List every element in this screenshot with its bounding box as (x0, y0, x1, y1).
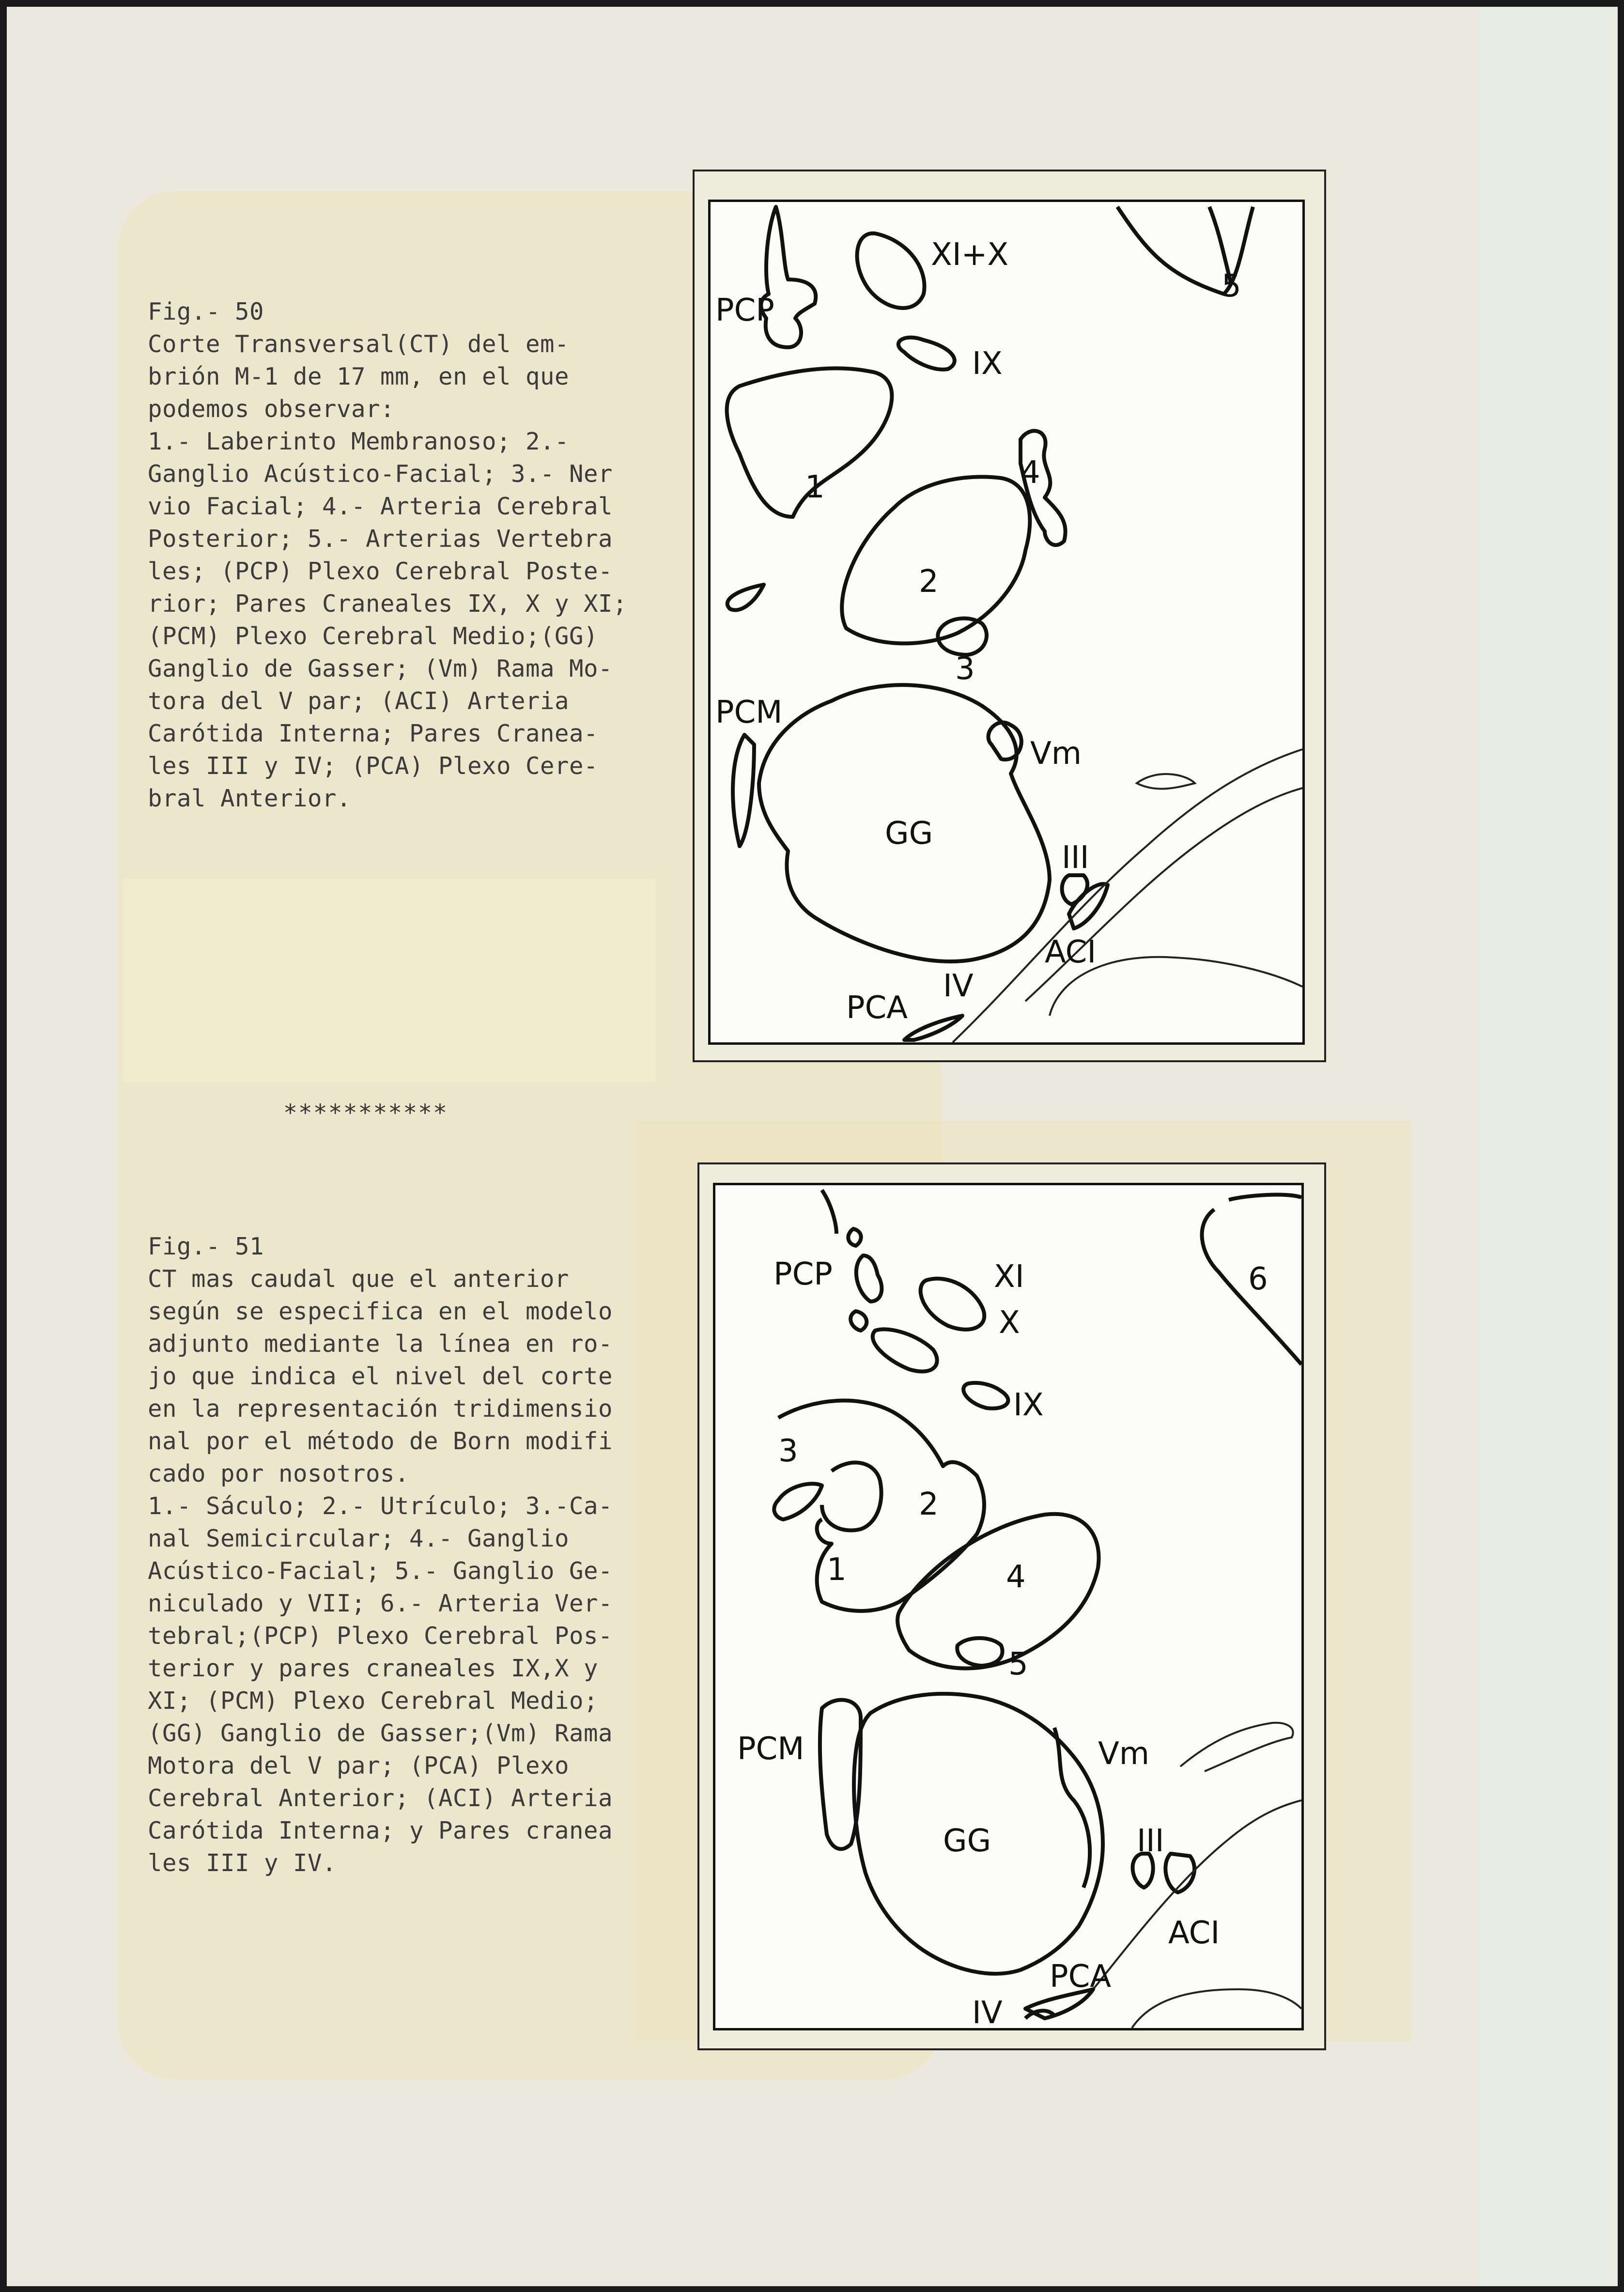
caption-line: jo que indica el nivel del corte (148, 1363, 613, 1390)
label-iii: III (1137, 1823, 1164, 1859)
caption-line: podemos observar: (148, 395, 395, 423)
label-pcp: PCP (715, 293, 774, 328)
utricle-outline (822, 1463, 882, 1531)
label-5: 5 (1222, 268, 1241, 304)
figure-51-drawing (713, 1183, 1304, 2030)
ix-nerve-outline (963, 1383, 1008, 1409)
label-pcm: PCM (715, 695, 783, 730)
caption-line: XI; (PCM) Plexo Cerebral Medio; (148, 1687, 599, 1715)
label-1: 1 (827, 1552, 847, 1588)
small-fragment-outline (727, 585, 764, 610)
caption-line: Motora del V par; (PCA) Plexo (148, 1752, 570, 1780)
caption-line: según se especifica en el modelo (148, 1298, 613, 1325)
separator: *********** (283, 1100, 448, 1127)
caption-line: vio Facial; 4.- Arteria Cerebral (148, 493, 613, 520)
caption-line: adjunto mediante la línea en ro- (148, 1330, 613, 1358)
contour-line (1093, 1800, 1301, 1989)
pcp-outline (856, 1255, 882, 1301)
figure-50-svg (711, 202, 1302, 1042)
caption-line: Ganglio Acústico-Facial; 3.- Ner (148, 460, 613, 488)
caption-title: Fig.- 50 (148, 298, 264, 325)
label-gg: GG (885, 816, 933, 852)
caption-line: Corte Transversal(CT) del em- (148, 330, 570, 358)
label-vm: Vm (1030, 736, 1082, 772)
label-3: 3 (778, 1433, 798, 1469)
label-vm: Vm (1098, 1736, 1150, 1772)
caption-line: bral Anterior. (148, 785, 352, 812)
label-xi: XI (994, 1259, 1024, 1295)
contour-line (1180, 1723, 1293, 1771)
caption-line: Posterior; 5.- Arterias Vertebra (148, 525, 613, 553)
label-iv: IV (943, 968, 974, 1004)
label-aci: ACI (1045, 934, 1097, 970)
caption-line: en la representación tridimensio (148, 1395, 613, 1423)
caption-line: Ganglio de Gasser; (Vm) Rama Mo- (148, 655, 613, 682)
x-nerve-outline (873, 1329, 937, 1371)
label-6: 6 (1248, 1261, 1268, 1297)
ix-nerve-outline (898, 338, 955, 370)
caption-line: brión M-1 de 17 mm, en el que (148, 363, 570, 390)
caption-line: 1.- Laberinto Membranoso; 2.- (148, 428, 570, 455)
label-2: 2 (919, 564, 939, 600)
caption-title: Fig.- 51 (148, 1233, 264, 1260)
vm-branch-outline (1054, 1728, 1090, 1888)
label-ix: IX (1013, 1387, 1044, 1423)
pcm-outline (733, 735, 754, 846)
label-pcp: PCP (773, 1256, 833, 1292)
figure-50-caption (148, 295, 695, 815)
caption-line: tebral;(PCP) Plexo Cerebral Pos- (148, 1622, 613, 1650)
caption-line: cado por nosotros. (148, 1460, 410, 1487)
caption-line: Cerebral Anterior; (ACI) Arteria (148, 1784, 613, 1812)
xi-nerve-outline (921, 1279, 985, 1330)
caption-line: tora del V par; (ACI) Arteria (148, 687, 570, 715)
caption-line: nal Semicircular; 4.- Ganglio (148, 1525, 570, 1552)
contour-line (1137, 774, 1195, 789)
label-iii: III (1062, 840, 1089, 876)
caption-line: rior; Pares Craneales IX, X y XI; (148, 590, 628, 618)
label-ix: IX (972, 346, 1003, 382)
pcp-outline (851, 1311, 866, 1331)
geniculate-ganglion-outline (957, 1638, 1002, 1666)
paper-edge (1477, 7, 1618, 2286)
caption-line: terior y pares craneales IX,X y (148, 1655, 599, 1682)
label-4: 4 (1021, 455, 1040, 491)
label-x: X (999, 1305, 1020, 1341)
acoustic-facial-ganglion-outline (842, 477, 1030, 644)
caption-line: Carótida Interna; Pares Cranea- (148, 720, 599, 747)
label-pca: PCA (846, 990, 908, 1026)
figure-51-svg (715, 1185, 1301, 2028)
pcp-vessel-outline (822, 1190, 836, 1234)
label-5: 5 (1008, 1646, 1028, 1682)
label-2: 2 (919, 1487, 939, 1522)
saccule-outline (774, 1484, 822, 1519)
label-xi-x: XI+X (931, 237, 1009, 273)
caption-line: nal por el método de Born modifi (148, 1427, 613, 1455)
label-pcm: PCM (737, 1731, 804, 1767)
caption-line: niculado y VII; 6.- Arteria Ver- (148, 1590, 613, 1617)
caption-line: les III y IV; (PCA) Plexo Cere- (148, 752, 599, 780)
caption-line: CT mas caudal que el anterior (148, 1265, 570, 1293)
figure-50-drawing (708, 200, 1305, 1045)
label-gg: GG (943, 1823, 991, 1859)
contour-line (1132, 1989, 1301, 2028)
label-pca: PCA (1050, 1959, 1112, 1995)
label-4: 4 (1006, 1559, 1026, 1595)
pca-outline (904, 1016, 962, 1040)
label-iv: IV (972, 1995, 1003, 2028)
aci-outline (1069, 884, 1108, 929)
iii-nerve-outline (1062, 875, 1088, 904)
paper-stain (123, 879, 656, 1082)
contour-line (953, 749, 1302, 1042)
caption-line: (GG) Ganglio de Gasser;(Vm) Rama (148, 1719, 613, 1747)
caption-line: les; (PCP) Plexo Cerebral Poste- (148, 558, 613, 585)
caption-line: (PCM) Plexo Cerebral Medio;(GG) (148, 622, 599, 650)
label-aci: ACI (1168, 1915, 1220, 1951)
caption-line: Acústico-Facial; 5.- Ganglio Ge- (148, 1557, 613, 1585)
caption-line: Carótida Interna; y Pares cranea (148, 1817, 613, 1844)
figure-51-caption (148, 1230, 695, 1879)
label-1: 1 (805, 469, 825, 505)
xi-x-nerve-outline (857, 233, 925, 308)
label-3: 3 (955, 651, 975, 687)
caption-line: les III y IV. (148, 1849, 337, 1877)
pcp-outline (848, 1229, 861, 1246)
caption-line: 1.- Sáculo; 2.- Utrículo; 3.-Ca- (148, 1492, 613, 1520)
